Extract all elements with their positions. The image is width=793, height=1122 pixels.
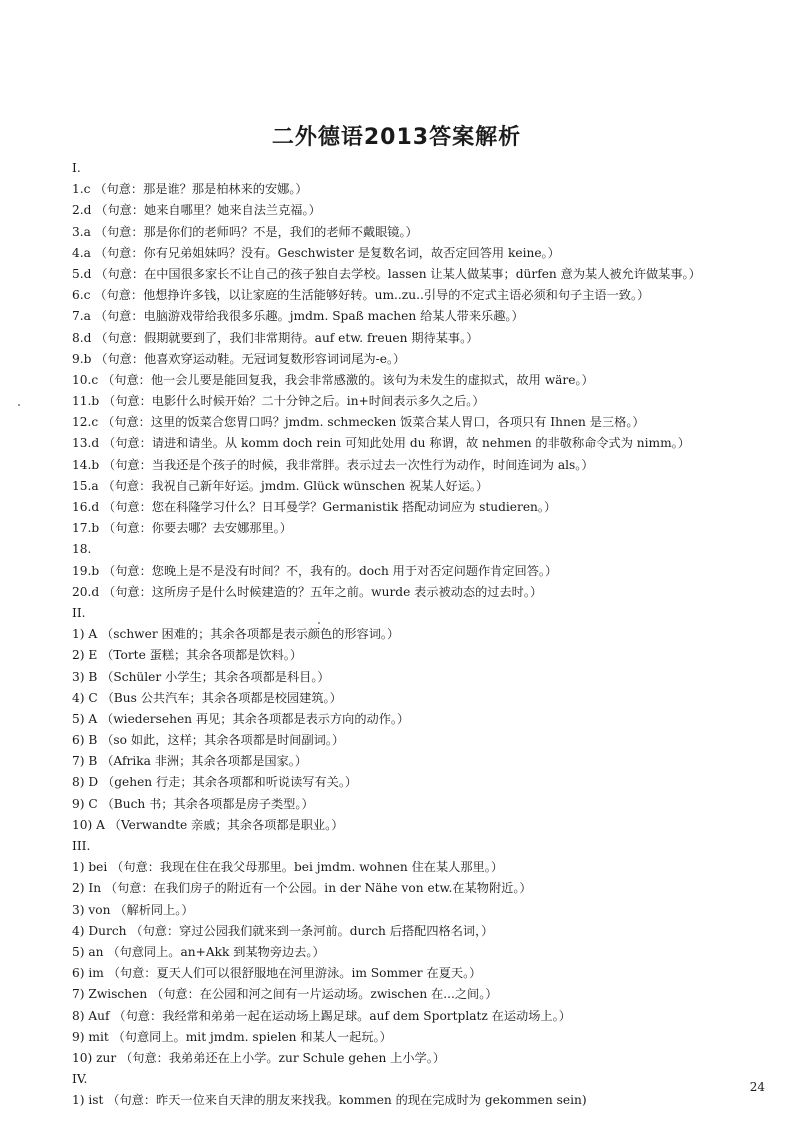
answer-line: 18. [72, 542, 92, 557]
answer-line: 14.b （句意：当我还是个孩子的时候，我非常胖。表示过去一次性行为动作，时间连词为 als。） [72, 457, 594, 472]
answer-line: 10) A （Verwandte 亲戚；其余各项都是职业。） [72, 817, 344, 832]
answer-line: 8.d （句意：假期就要到了，我们非常期待。auf etw. freuen 期待某事。） [72, 330, 479, 345]
answer-line: 1) ist （句意：昨天一位来自天津的朋友来找我。kommen 的现在完成时为 gekommen sein) [72, 1093, 587, 1108]
answer-line: 5) A （wiedersehen 再见；其余各项都是表示方向的动作。） [72, 711, 410, 726]
answer-line: 10) zur （句意：我弟弟还在上小学。zur Schule gehen 上小学。） [72, 1050, 446, 1065]
answer-line: 3) B （Schüler 小学生；其余各项都是科目。） [72, 669, 330, 684]
answer-line: 2) In （句意：在我们房子的附近有一个公园。in der Nähe von etw.在某物附近。） [72, 881, 532, 896]
answer-line: 11.b （句意：电影什么时候开始？二十分钟之后。in+时间表示多久之后。） [72, 394, 485, 409]
answer-list [72, 158, 772, 1111]
answer-line: 6) B （so 如此，这样；其余各项都是时间副词。） [72, 733, 345, 748]
answer-line: 7) Zwischen （句意：在公园和河之间有一片运动场。zwischen 在...之间。） [72, 987, 498, 1002]
answer-line: 1) A （schwer 困难的；其余各项都是表示颜色的形容词。） [72, 627, 400, 642]
answer-line: II. [72, 605, 86, 620]
answer-line: IV. [72, 1072, 88, 1087]
answer-line: 20.d （句意：这所房子是什么时候建造的？五年之前。wurde 表示被动态的过去时。） [72, 584, 543, 599]
answer-line: 1) bei （句意：我现在住在我父母那里。bei jmdm. wohnen 住在某人那里。） [72, 860, 504, 875]
answer-line: 7.a （句意：电脑游戏带给我很多乐趣。jmdm. Spaß machen 给某人带来乐趣。） [72, 309, 524, 324]
scan-speck [318, 622, 320, 624]
answer-line: 4) C （Bus 公共汽车；其余各项都是校园建筑。） [72, 690, 342, 705]
answer-line: 5.d （句意：在中国很多家长不让自己的孩子独自去学校。lassen 让某人做某事；dürfen 意为某人被允许做某事。） [72, 266, 701, 281]
answer-line: 8) Auf （句意：我经常和弟弟一起在运动场上踢足球。auf dem Sportplatz 在运动场上。） [72, 1008, 571, 1023]
answer-line: 4) Durch （句意：穿过公园我们就来到一条河前。durch 后搭配四格名词，） [72, 923, 494, 938]
answer-line: 1.c （句意：那是谁？那是柏林来的安娜。） [72, 182, 308, 197]
answer-line: 4.a （句意：你有兄弟姐妹吗？没有。Geschwister 是复数名词，故否定回答用 keine。） [72, 245, 560, 260]
answer-line: 6.c （句意：他想挣许多钱，以让家庭的生活能够好转。um..zu..引导的不定式主语必须和句子主语一致。） [72, 288, 650, 303]
answer-line: 9.b （句意：他喜欢穿运动鞋。无冠词复数形容词词尾为-e。） [72, 351, 406, 366]
answer-line: 13.d （句意：请进和请坐。从 komm doch rein 可知此处用 du 称谓，故 nehmen 的非敬称命令式为 nimm。） [72, 436, 690, 451]
answer-line: 6) im （句意：夏天人们可以很舒服地在河里游泳。im Sommer 在夏天。） [72, 966, 482, 981]
answer-line: 3) von （解析同上。） [72, 902, 194, 917]
page-title: 二外德语2013答案解析 [271, 125, 522, 150]
answer-line: 9) mit （句意同上。mit jmdm. spielen 和某人一起玩。） [72, 1029, 392, 1044]
answer-line: 15.a （句意：我祝自己新年好运。jmdm. Glück wünschen 祝某人好运。） [72, 478, 489, 493]
answer-line: 10.c （句意：他一会儿要是能回复我，我会非常感激的。该句为未发生的虚拟式，故用 wäre。） [72, 372, 594, 387]
answer-line: 17.b （句意：你要去哪？去安娜那里。） [72, 521, 292, 536]
answer-line: 19.b （句意：您晚上是不是没有时间？不，我有的。doch 用于对否定问题作肯定回答。） [72, 563, 558, 578]
page-number: 24 [749, 1080, 765, 1094]
answer-line: 9) C （Buch 书；其余各项都是房子类型。） [72, 796, 314, 811]
answer-line: 2.d （句意：她来自哪里？她来自法兰克福。） [72, 203, 321, 218]
answer-line: 16.d （句意：您在科隆学习什么？日耳曼学？Germanistik 搭配动词应为 studieren。） [72, 500, 557, 514]
scan-speck [18, 404, 20, 406]
answer-line: 8) D （gehen 行走；其余各项都和听说读写有关。） [72, 775, 358, 790]
answer-line: III. [72, 839, 91, 853]
answer-line: 5) an （句意同上。an+Akk 到某物旁边去。） [72, 944, 325, 959]
answer-line: 2) E （Torte 蛋糕；其余各项都是饮料。） [72, 648, 303, 663]
answer-line: I. [72, 161, 81, 175]
answer-line: 3.a （句意：那是你们的老师吗？不是，我们的老师不戴眼镜。） [72, 224, 418, 239]
answer-line: 7) B （Afrika 非洲；其余各项都是国家。） [72, 754, 308, 769]
answer-line: 12.c （句意：这里的饭菜合您胃口吗？jmdm. schmecken 饭菜合某人胃口，各项只有 Ihnen 是三格。） [72, 415, 645, 430]
